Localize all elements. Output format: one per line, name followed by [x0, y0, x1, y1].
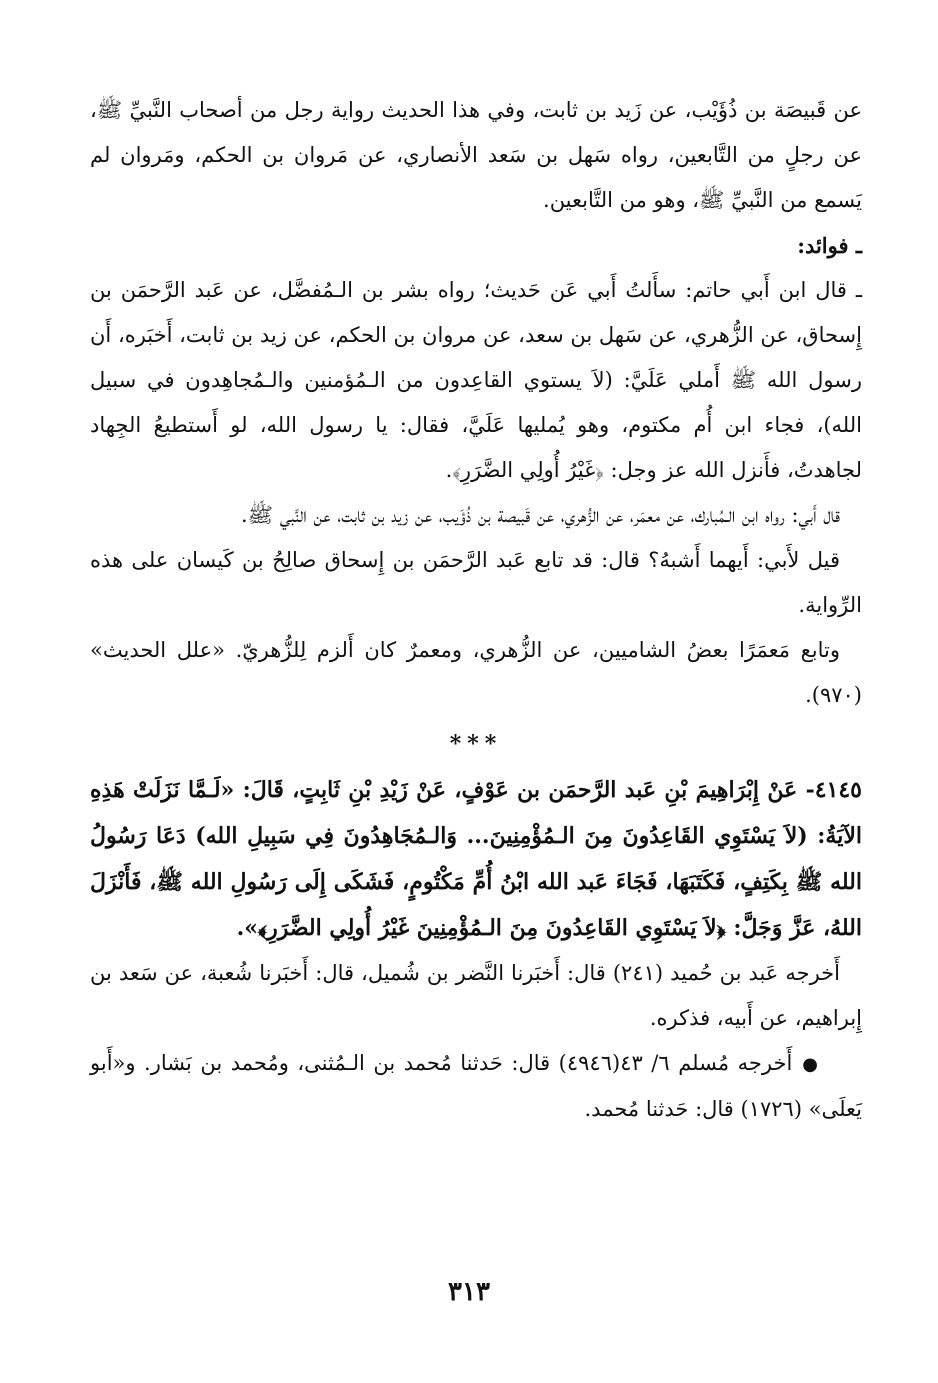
page-number: ٣١٣	[448, 1277, 490, 1307]
section-separator: ***	[449, 731, 503, 757]
paragraph-ibn-abi-hatim: ـ قال ابن أَبي حاتم: سأَلتُ أَبي عَن حَديث؛ رواه بشر بن الـمُفضَّل، عن عَبد الرَّحمَن بن إِسحاق، عن الزُّهري، عن سَهل بن سعد، عن مروان بن الحكم، عن زيد بن ثابت، أَخبَره، أَن رسول الله ﷺ أَملي عَلَيَّ: (لاَ يستوي القاعِدون من الـمُؤمنين والـمُجاهِدون في سبيل الله)، فجاء ابن أُم مكتوم، وهو يُمليها عَلَيَّ، فقال: يا رسول الله، لو أَستطيعُ الجِهاد لجاهدتُ، فأَنزل الله عز وجل: ﴿غَيْرُ أُولِي الضَّرَرِ﴾.	[90, 278, 862, 482]
takhrij-muslim-text: أَخرجه مُسلم ٦/ ٤٣(٤٩٤٦) قال: حَدثنا مُحمد بن الـمُثنى، ومُحمد بن بَشار. و«أَبو يَعلَى» (١٧٢٦) قال: حَدثنا مُحمد.	[90, 1051, 862, 1121]
paragraph-qala-abi: قال أَبي: رواه ابن الـمُبارك، عن معمَر، عن الزُّهري، عن قَبيصة بن ذُؤَيب، عن زيد بن ثابت، عن النَّبي ﷺ.	[241, 503, 840, 527]
page-body	[90, 88, 862, 1132]
hadith-text: ٤١٤٥- عَنْ إِبْرَاهِيمَ بْنِ عَبد الرَّحمَن بن عَوْفٍ، عَنْ زَيْدِ بْنِ ثَابِتٍ، قَالَ: «لَـمَّا نَزَلَتْ هَذِهِ الآيَةُ: (لاَ يَسْتَوِي القَاعِدُونَ مِنَ الـمُؤْمِنِينَ... وَالـمُجَاهِدُونَ فِي سَبِيلِ الله) دَعَا رَسُولُ الله ﷺ بِكَتِفٍ، فَكَتَبَهَا، فَجَاءَ عَبد الله ابْنُ أُمِّ مَكْتُومٍ، فَشَكَى إِلَى رَسُولِ الله ﷺ، فَأَنْزَلَ اللهُ، عَزَّ وَجَلَّ: ﴿لاَ يَسْتَوِي القَاعِدُونَ مِنَ الـمُؤْمِنِينَ غَيْرُ أُولِي الضَّرَرِ﴾».	[90, 777, 862, 941]
paragraph-continuation: عن قَبيصَة بن ذُؤَيْب، عن زَيد بن ثابت، وفي هذا الحديث رواية رجل من أصحاب النَّبيِّ ﷺ، عن رجلٍ من التَّابعين، رواه سَهل بن سَعد الأنصاري، عن مَروان بن الحكم، ومَروان لم يَسمع من النَّبيِّ ﷺ، وهو من التَّابعين.	[90, 98, 862, 212]
paragraph-tabaa: وتابع مَعمَرًا بعضُ الشاميين، عن الزُّهري، ومعمرٌ كان أَلزم لِلزُّهريّ. «علل الحديث» (٩٧٠).	[90, 638, 862, 707]
takhrij-abd-bin-humaid: أَخرجه عَبد بن حُميد (٢٤١) قال: أَخبَرنا النَّضر بن شُميل، قال: أَخبَرنا شُعبة، عن سَعد بن إِبراهيم، عن أَبيه، فذكره.	[90, 961, 862, 1030]
bullet-icon: ●	[802, 1054, 818, 1075]
paragraph-qila-li-abi: قيل لأَبي: أَيهما أَشبهُ؟ قال: قد تابع عَبد الرَّحمَن بن إِسحاق صالِحُ بن كَيسان على هذه الرِّواية.	[90, 548, 862, 617]
fawaid-heading: ـ فوائد:	[797, 233, 862, 258]
takhrij-muslim	[90, 1041, 862, 1132]
